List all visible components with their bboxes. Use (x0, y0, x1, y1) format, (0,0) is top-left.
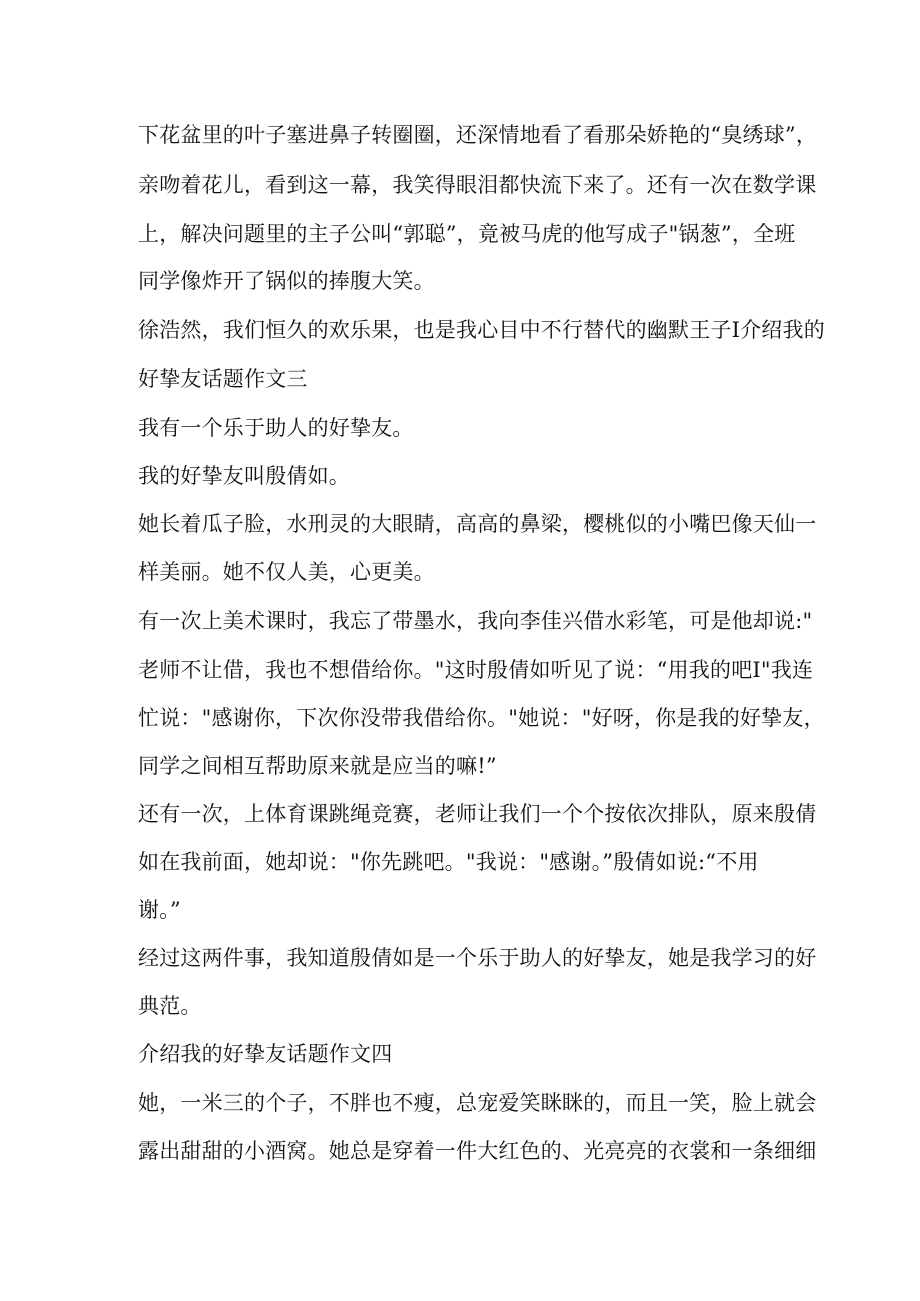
text-line: 同学像炸开了锅似的捧腹大笑。 (138, 269, 435, 293)
text-line: 如在我前面，她却说："你先跳吧。"我说："感谢。”殷倩如说:“不用 (138, 850, 759, 874)
text-line: 下花盆里的叶子塞进鼻子转圈圈，还深情地看了看那朵娇艳的“臭绣球”， (138, 123, 818, 147)
section-heading: 介绍我的好挚友话题作文四 (138, 1042, 393, 1066)
text-line: 亲吻着花儿，看到这一幕，我笑得眼泪都快流下来了。还有一次在数学课 (138, 173, 817, 197)
text-line: 还有一次，上体育课跳绳竞赛，老师让我们一个个按依次排队，原来殷倩 (138, 802, 817, 826)
text-line: 有一次上美术课时，我忘了带墨水，我向李佳兴借水彩笔，可是他却说:" (138, 609, 813, 633)
text-line: 典范。 (138, 994, 202, 1018)
text-line: 老师不让借，我也不想借给你。"这时殷倩如听见了说：“用我的吧I"我连 (138, 658, 814, 682)
text-line: 同学之间相互帮助原来就是应当的嘛!” (138, 754, 497, 778)
text-line: 上，解决问题里的主子公叫“郭聪”，竟被马虎的他写成子"锅葱”，全班 (138, 222, 796, 246)
text-line: 忙说："感谢你，下次你没带我借给你。"她说："好呀，你是我的好挚友， (138, 706, 825, 730)
text-line: 样美丽。她不仅人美，心更美。 (138, 560, 435, 584)
text-line: 我的好挚友叫殷倩如。 (138, 464, 350, 488)
text-line: 谢。” (138, 898, 181, 922)
text-line: 我有一个乐于助人的好挚友。 (138, 416, 414, 440)
text-line: 徐浩然，我们恒久的欢乐果，也是我心目中不行替代的幽默王子I介绍我的 (138, 318, 825, 342)
text-line: 经过这两件事，我知道殷倩如是一个乐于助人的好挚友，她是我学习的好 (138, 946, 817, 970)
section-heading: 好挚友话题作文三 (138, 367, 308, 391)
text-line: 她，一米三的个子，不胖也不瘦，总宠爱笑眯眯的，而且一笑，脸上就会 (138, 1091, 817, 1115)
text-line: 露出甜甜的小酒窝。她总是穿着一件大红色的、光亮亮的衣裳和一条细细 (138, 1139, 817, 1163)
text-line: 她长着瓜子脸，水刑灵的大眼睛，高高的鼻梁，樱桃似的小嘴巴像天仙一 (138, 512, 817, 536)
